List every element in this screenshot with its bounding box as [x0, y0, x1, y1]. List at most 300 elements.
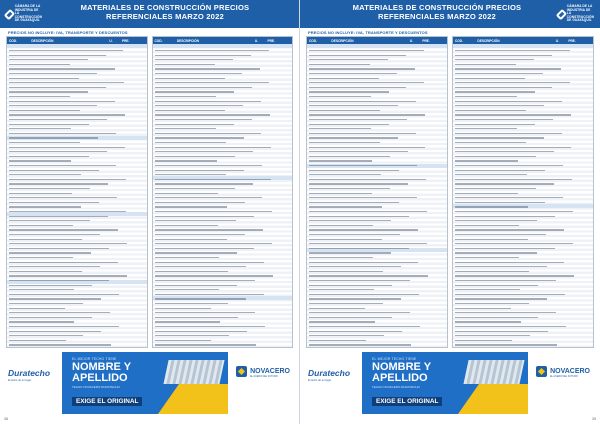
row-placeholder — [9, 156, 89, 157]
right-page — [300, 0, 600, 424]
row-placeholder — [155, 73, 243, 74]
row-placeholder — [9, 165, 116, 166]
row-placeholder — [455, 165, 563, 166]
novacero-mark-icon — [236, 366, 247, 377]
table-section-band — [307, 44, 447, 48]
row-placeholder — [455, 248, 555, 249]
row-placeholder — [9, 160, 71, 161]
row-placeholder — [309, 225, 373, 226]
row-placeholder — [155, 174, 227, 175]
row-placeholder — [9, 234, 100, 235]
row-placeholder — [309, 68, 415, 69]
row-placeholder — [9, 179, 126, 180]
page-header — [0, 0, 300, 28]
row-placeholder — [309, 101, 416, 102]
row-placeholder — [155, 229, 264, 230]
banner-cta: EXIGE EL ORIGINAL — [72, 397, 142, 406]
table-rows — [7, 44, 147, 347]
row-placeholder — [155, 262, 264, 263]
row-placeholder — [455, 73, 543, 74]
row-placeholder — [155, 101, 261, 102]
row-placeholder — [455, 124, 535, 125]
row-placeholder — [455, 206, 528, 207]
row-placeholder — [155, 160, 217, 161]
page-header — [300, 0, 600, 28]
row-placeholder — [155, 243, 273, 244]
row-placeholder — [455, 262, 564, 263]
row-placeholder — [309, 114, 425, 115]
col-price: PRE. — [568, 38, 576, 43]
chamber-logo — [6, 4, 42, 24]
row-placeholder — [155, 96, 216, 97]
col-description: DESCRIPCIÓN — [477, 38, 500, 43]
row-placeholder — [455, 193, 518, 194]
row-placeholder — [455, 331, 548, 332]
novacero-logo: NOVACERO EL ACERO DEL FUTURO — [236, 366, 290, 377]
price-table — [452, 36, 594, 348]
roof-sheet-icon — [163, 360, 224, 384]
duratecho-tagline: El techo de tu hogar — [308, 379, 332, 382]
row-placeholder — [155, 156, 235, 157]
row-placeholder — [9, 298, 101, 299]
row-placeholder — [455, 188, 536, 189]
row-placeholder — [9, 183, 108, 184]
row-placeholder — [9, 101, 115, 102]
row-placeholder — [309, 119, 407, 120]
row-placeholder — [9, 262, 118, 263]
row-placeholder — [155, 216, 254, 217]
row-placeholder — [455, 64, 516, 65]
table-section-band — [453, 44, 593, 48]
row-placeholder — [9, 239, 82, 240]
row-placeholder — [455, 280, 556, 281]
row-placeholder — [155, 326, 265, 327]
row-placeholder — [309, 105, 398, 106]
row-placeholder — [455, 202, 545, 203]
row-placeholder — [155, 344, 257, 345]
row-placeholder — [155, 298, 247, 299]
row-placeholder — [155, 252, 237, 253]
row-placeholder — [309, 87, 406, 88]
row-placeholder — [9, 124, 89, 125]
row-placeholder — [309, 55, 406, 56]
row-placeholder — [9, 321, 74, 322]
price-disclaimer: PRECIOS NO INCLUYE: IVA, TRANSPORTE Y DESCUENTOS — [8, 30, 128, 35]
table-section-band — [153, 44, 293, 48]
row-placeholder — [9, 137, 98, 138]
row-placeholder — [155, 257, 219, 258]
row-placeholder — [455, 133, 562, 134]
price-disclaimer: PRECIOS NO INCLUYE: IVA, TRANSPORTE Y DESCUENTOS — [308, 30, 428, 35]
banner-headline: NOMBRE Y APELLIDO — [372, 361, 432, 384]
advertisement — [0, 350, 300, 416]
row-placeholder — [155, 91, 234, 92]
row-placeholder — [455, 87, 552, 88]
logo-text: CÁMARA DE LA INDUSTRIA DE LA CONSTRUCCIÓN DE GUAYAQUIL — [14, 4, 42, 23]
price-tables — [306, 36, 594, 348]
row-placeholder — [155, 133, 262, 134]
row-placeholder — [455, 225, 519, 226]
row-placeholder — [9, 170, 99, 171]
row-placeholder — [455, 294, 565, 295]
row-placeholder — [155, 124, 235, 125]
row-placeholder — [455, 285, 538, 286]
col-unit: U. — [555, 38, 559, 43]
row-placeholder — [455, 271, 529, 272]
row-placeholder — [9, 344, 111, 345]
row-placeholder — [9, 114, 125, 115]
table-rows — [307, 44, 447, 347]
row-placeholder — [155, 87, 252, 88]
row-placeholder — [309, 82, 424, 83]
row-placeholder — [309, 220, 391, 221]
advertisement — [300, 350, 600, 416]
ad-banner — [362, 352, 528, 414]
col-description: DESCRIPCIÓN — [331, 38, 354, 43]
table-header — [453, 37, 593, 44]
row-placeholder — [455, 137, 544, 138]
banner-subline: TECHO NOVACERO DURATECHO — [372, 385, 420, 389]
row-placeholder — [9, 197, 117, 198]
row-placeholder — [9, 285, 92, 286]
duratecho-logo: Duratecho — [8, 368, 51, 378]
row-placeholder — [309, 96, 371, 97]
row-placeholder — [309, 294, 419, 295]
row-placeholder — [155, 197, 263, 198]
row-placeholder — [155, 183, 254, 184]
row-placeholder — [309, 151, 408, 152]
row-placeholder — [9, 174, 81, 175]
row-placeholder — [309, 289, 374, 290]
row-placeholder — [309, 335, 384, 336]
row-placeholder — [155, 151, 253, 152]
row-placeholder — [155, 280, 255, 281]
price-table — [306, 36, 448, 348]
row-placeholder — [9, 248, 109, 249]
col-price: PRE. — [422, 38, 430, 43]
row-placeholder — [9, 105, 97, 106]
table-header — [7, 37, 147, 44]
row-placeholder — [9, 119, 107, 120]
row-placeholder — [155, 239, 228, 240]
col-price: PRE. — [267, 38, 275, 43]
banner-headline: NOMBRE Y APELLIDO — [72, 361, 132, 384]
table-rows — [153, 44, 293, 347]
row-placeholder — [455, 55, 552, 56]
row-placeholder — [309, 59, 388, 60]
row-placeholder — [455, 234, 546, 235]
row-placeholder — [309, 197, 417, 198]
row-placeholder — [455, 312, 556, 313]
row-placeholder — [455, 326, 566, 327]
row-placeholder — [455, 229, 564, 230]
row-placeholder — [455, 257, 519, 258]
row-placeholder — [309, 179, 426, 180]
row-placeholder — [309, 262, 418, 263]
row-placeholder — [309, 128, 371, 129]
row-placeholder — [455, 344, 557, 345]
price-table — [6, 36, 148, 348]
row-placeholder — [455, 335, 530, 336]
row-placeholder — [455, 68, 561, 69]
table-header — [153, 37, 293, 44]
duratecho-logo: Duratecho — [308, 368, 351, 378]
row-placeholder — [9, 82, 124, 83]
row-placeholder — [9, 202, 99, 203]
row-placeholder — [455, 289, 520, 290]
row-placeholder — [155, 271, 228, 272]
row-placeholder — [9, 73, 97, 74]
row-placeholder — [309, 285, 392, 286]
col-unit: U. — [109, 38, 113, 43]
row-placeholder — [9, 68, 115, 69]
row-placeholder — [309, 271, 383, 272]
row-placeholder — [455, 82, 570, 83]
row-placeholder — [455, 317, 538, 318]
row-placeholder — [155, 275, 273, 276]
row-placeholder — [9, 303, 83, 304]
table-rows — [453, 44, 593, 347]
row-placeholder — [155, 289, 220, 290]
row-placeholder — [309, 266, 401, 267]
row-placeholder — [309, 110, 380, 111]
duratecho-tagline: El techo de tu hogar — [8, 379, 32, 382]
banner-kicker: EL MEJOR TECHO TIENE — [72, 357, 117, 361]
row-placeholder — [9, 142, 80, 143]
row-placeholder — [9, 252, 91, 253]
row-placeholder — [309, 193, 372, 194]
row-placeholder — [155, 211, 272, 212]
row-placeholder — [155, 188, 236, 189]
row-placeholder — [309, 170, 399, 171]
row-placeholder — [455, 220, 537, 221]
row-placeholder — [455, 59, 534, 60]
row-placeholder — [455, 156, 536, 157]
row-placeholder — [9, 110, 80, 111]
row-placeholder — [309, 216, 409, 217]
row-placeholder — [9, 151, 107, 152]
row-placeholder — [455, 128, 517, 129]
col-code: COD. — [9, 38, 17, 43]
row-placeholder — [309, 147, 425, 148]
row-placeholder — [309, 211, 427, 212]
row-placeholder — [9, 340, 66, 341]
row-placeholder — [309, 303, 383, 304]
row-placeholder — [155, 317, 238, 318]
row-placeholder — [9, 225, 73, 226]
row-placeholder — [9, 206, 81, 207]
row-placeholder — [309, 133, 416, 134]
row-placeholder — [155, 225, 219, 226]
row-placeholder — [155, 170, 245, 171]
row-placeholder — [155, 340, 212, 341]
row-placeholder — [309, 188, 390, 189]
row-placeholder — [309, 137, 398, 138]
row-placeholder — [309, 124, 389, 125]
row-placeholder — [155, 331, 247, 332]
row-placeholder — [155, 64, 216, 65]
page-title: MATERIALES DE CONSTRUCCIÓN PRECIOS REFERENCIALES MARZO 2022 — [352, 3, 522, 21]
row-placeholder — [9, 275, 127, 276]
row-placeholder — [155, 119, 253, 120]
row-placeholder — [309, 64, 370, 65]
row-placeholder — [9, 55, 106, 56]
row-placeholder — [455, 243, 573, 244]
row-placeholder — [455, 321, 521, 322]
row-placeholder — [309, 239, 382, 240]
row-placeholder — [155, 266, 246, 267]
row-placeholder — [309, 248, 409, 249]
row-placeholder — [155, 82, 270, 83]
row-placeholder — [309, 165, 417, 166]
row-placeholder — [455, 239, 528, 240]
row-placeholder — [9, 317, 92, 318]
price-tables — [6, 36, 293, 348]
row-placeholder — [309, 160, 372, 161]
row-placeholder — [9, 147, 125, 148]
row-placeholder — [455, 216, 555, 217]
row-placeholder — [455, 340, 512, 341]
row-placeholder — [9, 243, 127, 244]
row-placeholder — [9, 289, 74, 290]
row-placeholder — [155, 110, 226, 111]
row-placeholder — [309, 275, 428, 276]
row-placeholder — [9, 257, 73, 258]
row-placeholder — [455, 96, 517, 97]
row-placeholder — [455, 308, 511, 309]
row-placeholder — [455, 160, 518, 161]
row-placeholder — [9, 271, 82, 272]
logo-mark-icon — [556, 8, 567, 19]
row-placeholder — [455, 183, 554, 184]
row-placeholder — [9, 96, 70, 97]
row-placeholder — [455, 105, 544, 106]
row-placeholder — [455, 275, 574, 276]
col-unit: U. — [254, 38, 259, 43]
row-placeholder — [155, 193, 218, 194]
col-description: DESCRIPCIÓN — [176, 38, 199, 43]
banner-kicker: EL MEJOR TECHO TIENE — [372, 357, 417, 361]
row-placeholder — [155, 248, 255, 249]
row-placeholder — [155, 147, 271, 148]
novacero-mark-icon — [536, 366, 547, 377]
row-placeholder — [9, 220, 90, 221]
page-number: 38 — [4, 417, 8, 421]
row-placeholder — [9, 78, 79, 79]
row-placeholder — [309, 202, 399, 203]
row-placeholder — [309, 252, 391, 253]
row-placeholder — [309, 340, 366, 341]
row-placeholder — [309, 183, 408, 184]
row-placeholder — [9, 133, 116, 134]
row-placeholder — [309, 78, 379, 79]
row-placeholder — [155, 105, 243, 106]
row-placeholder — [309, 243, 427, 244]
row-placeholder — [309, 206, 382, 207]
row-placeholder — [309, 229, 418, 230]
row-placeholder — [9, 229, 118, 230]
row-placeholder — [309, 91, 389, 92]
banner-subline: TECHO NOVACERO DURATECHO — [72, 385, 120, 389]
col-description: DESCRIPCIÓN — [31, 38, 54, 43]
row-placeholder — [309, 308, 365, 309]
col-code: COD. — [309, 38, 317, 43]
row-placeholder — [155, 308, 211, 309]
row-placeholder — [309, 174, 381, 175]
table-section-band — [7, 44, 147, 48]
row-placeholder — [155, 142, 226, 143]
row-placeholder — [455, 114, 571, 115]
row-placeholder — [455, 303, 529, 304]
col-code: COD. — [154, 38, 163, 43]
row-placeholder — [155, 335, 229, 336]
row-placeholder — [9, 193, 72, 194]
row-placeholder — [455, 101, 562, 102]
row-placeholder — [309, 331, 402, 332]
row-placeholder — [9, 59, 88, 60]
row-placeholder — [9, 128, 71, 129]
row-placeholder — [455, 298, 547, 299]
row-placeholder — [455, 50, 570, 51]
row-placeholder — [9, 326, 119, 327]
row-placeholder — [155, 137, 244, 138]
row-placeholder — [155, 78, 225, 79]
row-placeholder — [455, 211, 573, 212]
row-placeholder — [155, 285, 238, 286]
row-placeholder — [155, 128, 217, 129]
row-placeholder — [309, 344, 411, 345]
novacero-logo: NOVACERO EL ACERO DEL FUTURO — [536, 366, 590, 377]
row-placeholder — [9, 87, 106, 88]
row-placeholder — [309, 317, 392, 318]
row-placeholder — [455, 142, 526, 143]
row-placeholder — [155, 220, 236, 221]
roof-sheet-icon — [463, 360, 524, 384]
row-placeholder — [309, 73, 397, 74]
row-placeholder — [455, 147, 571, 148]
row-placeholder — [155, 321, 220, 322]
row-placeholder — [155, 59, 234, 60]
row-placeholder — [455, 110, 526, 111]
row-placeholder — [155, 179, 272, 180]
row-placeholder — [155, 114, 271, 115]
row-placeholder — [9, 64, 70, 65]
price-table — [152, 36, 294, 348]
row-placeholder — [455, 266, 547, 267]
banner-accent — [158, 384, 228, 414]
chamber-logo — [558, 4, 594, 24]
row-placeholder — [9, 216, 108, 217]
row-placeholder — [155, 234, 246, 235]
row-placeholder — [455, 197, 563, 198]
row-placeholder — [309, 156, 390, 157]
row-placeholder — [309, 142, 380, 143]
row-placeholder — [155, 50, 269, 51]
banner-cta: EXIGE EL ORIGINAL — [372, 397, 442, 406]
row-placeholder — [155, 55, 252, 56]
row-placeholder — [309, 326, 420, 327]
row-placeholder — [9, 335, 83, 336]
row-placeholder — [455, 119, 553, 120]
row-placeholder — [9, 294, 119, 295]
page-title: MATERIALES DE CONSTRUCCIÓN PRECIOS REFERENCIALES MARZO 2022 — [80, 3, 250, 21]
row-placeholder — [309, 50, 424, 51]
row-placeholder — [155, 303, 229, 304]
row-placeholder — [309, 234, 400, 235]
row-placeholder — [9, 266, 100, 267]
row-placeholder — [455, 151, 554, 152]
row-placeholder — [455, 78, 525, 79]
